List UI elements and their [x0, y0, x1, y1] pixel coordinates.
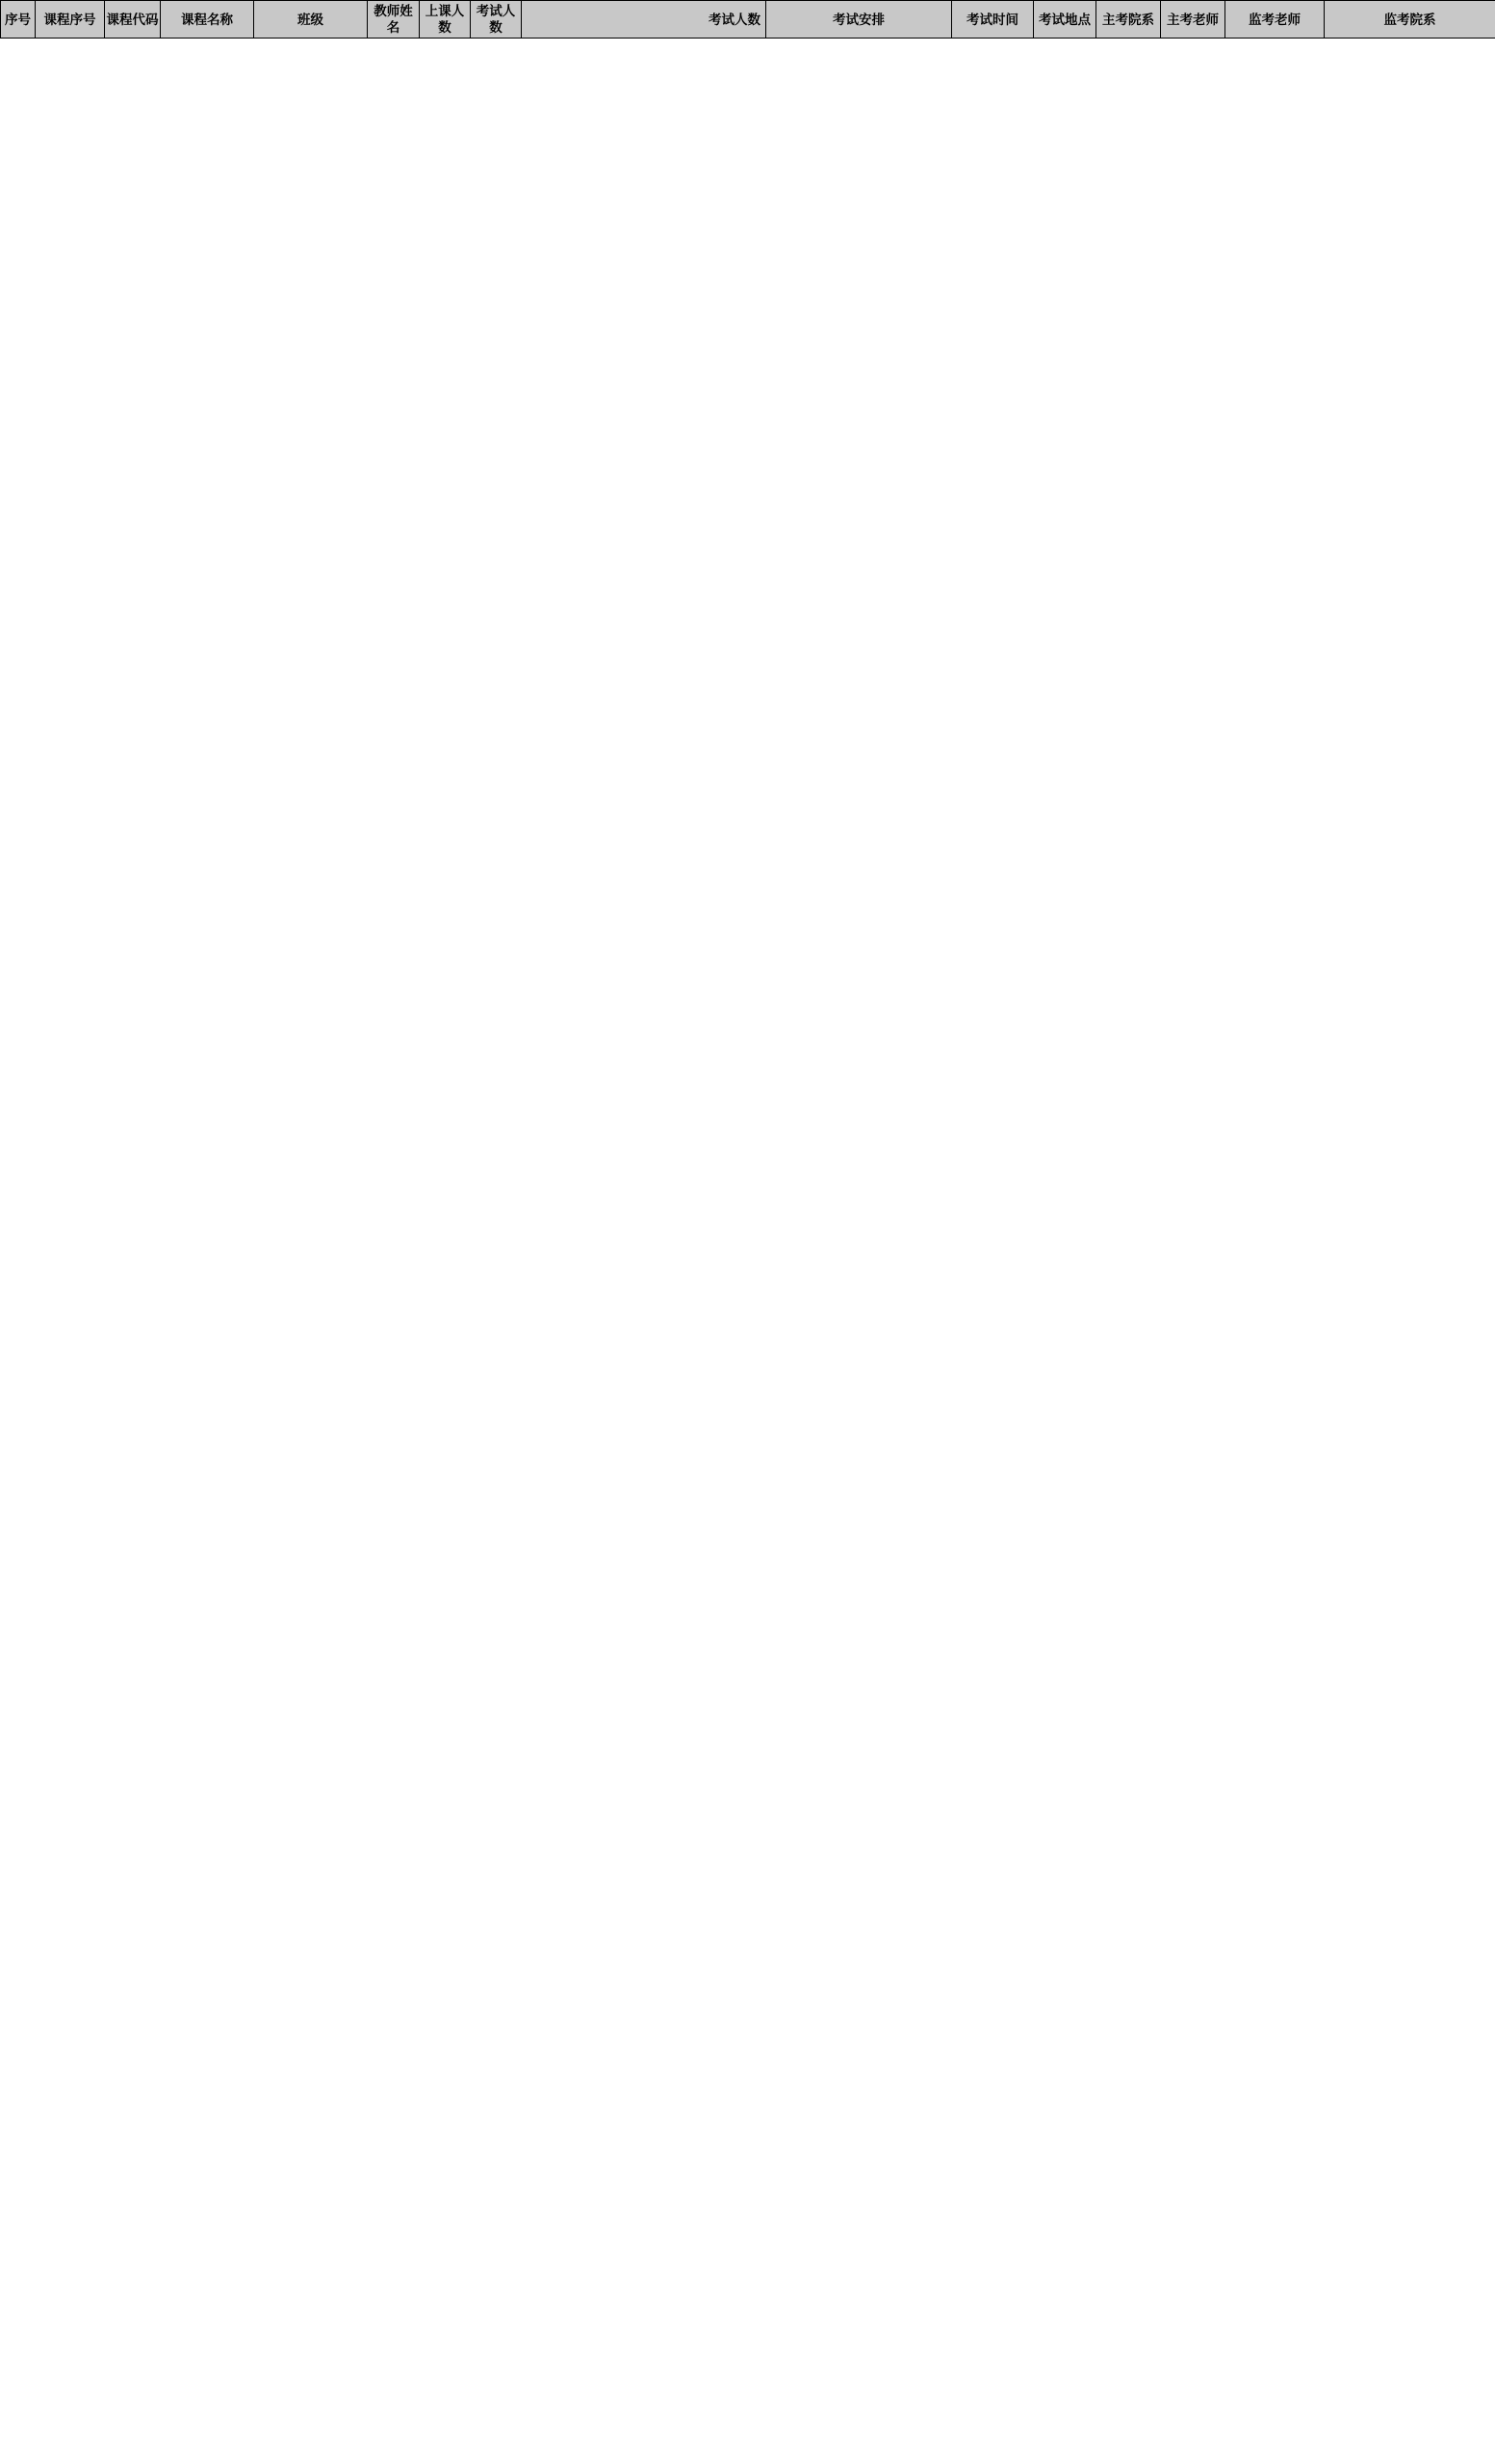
column-header-main_dept: 主考院系 [1096, 1, 1161, 39]
column-header-examiner: 主考老师 [1161, 1, 1225, 39]
column-header-exam_room: 考试地点 [1034, 1, 1096, 39]
column-header-course_no: 课程序号 [36, 1, 105, 39]
column-header-exam_size: 考试人数 [471, 1, 522, 39]
exam-schedule-table [0, 0, 1495, 39]
header-row [1, 1, 1495, 39]
column-header-course_name: 课程名称 [161, 1, 254, 39]
column-header-no: 序号 [1, 1, 36, 39]
column-header-exam_date: 考试时间 [952, 1, 1034, 39]
column-header-teachers: 教师姓名 [368, 1, 420, 39]
column-header-invig_dept: 监考院系 [1325, 1, 1495, 39]
table-header [1, 1, 1495, 39]
column-header-exam_size_dup: 考试人数 [522, 1, 766, 39]
exam-schedule-sheet [0, 0, 1495, 39]
column-header-invigilators: 监考老师 [1225, 1, 1325, 39]
column-header-class_size: 上课人数 [420, 1, 471, 39]
column-header-classes: 班级 [254, 1, 368, 39]
column-header-schedule: 考试安排 [766, 1, 952, 39]
column-header-course_code: 课程代码 [105, 1, 161, 39]
